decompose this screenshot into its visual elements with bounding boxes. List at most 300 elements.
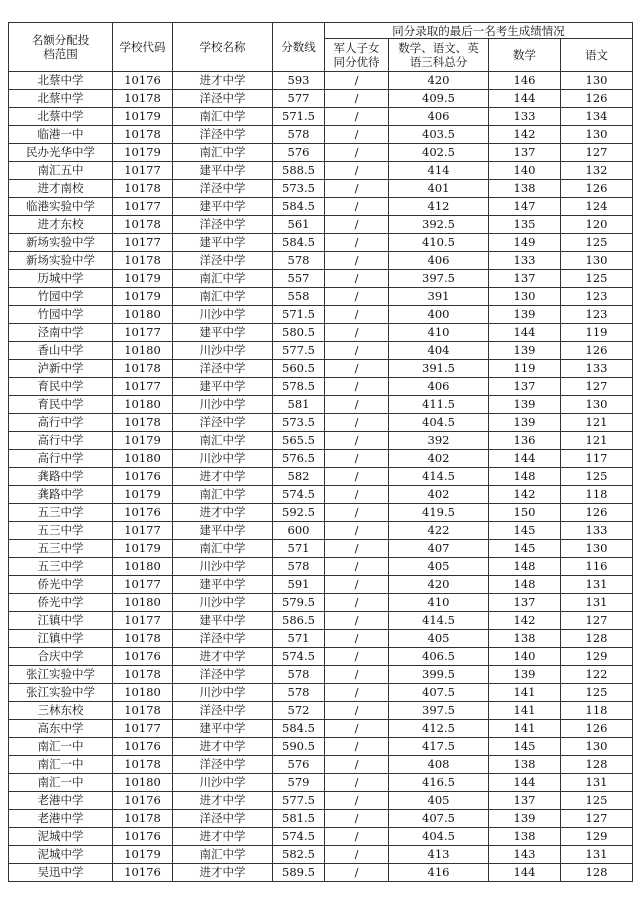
cutoff-cell: 578 — [273, 252, 325, 270]
table-row — [9, 576, 633, 594]
cutoff-cell: 579 — [273, 774, 325, 792]
chinese-cell: 125 — [561, 792, 633, 810]
math-cell: 139 — [489, 342, 561, 360]
school-name-cell: 川沙中学 — [173, 306, 273, 324]
chinese-cell: 123 — [561, 288, 633, 306]
table-row — [9, 648, 633, 666]
math-cell: 150 — [489, 504, 561, 522]
math-cell: 144 — [489, 864, 561, 882]
school-name-cell: 洋泾中学 — [173, 216, 273, 234]
chinese-cell: 122 — [561, 666, 633, 684]
quota-range-cell: 育民中学 — [9, 378, 113, 396]
total-cell: 401 — [389, 180, 489, 198]
table-row — [9, 216, 633, 234]
quota-range-cell: 南汇一中 — [9, 774, 113, 792]
military-cell: / — [325, 846, 389, 864]
quota-range-cell: 泾南中学 — [9, 324, 113, 342]
school-name-cell: 川沙中学 — [173, 396, 273, 414]
cutoff-cell: 574.5 — [273, 648, 325, 666]
military-cell: / — [325, 288, 389, 306]
table-row — [9, 468, 633, 486]
total-cell: 416.5 — [389, 774, 489, 792]
quota-range-cell: 北蔡中学 — [9, 72, 113, 90]
chinese-cell: 123 — [561, 306, 633, 324]
math-cell: 138 — [489, 828, 561, 846]
military-cell: / — [325, 864, 389, 882]
military-cell: / — [325, 684, 389, 702]
school-code-cell: 10180 — [113, 558, 173, 576]
total-cell: 407.5 — [389, 810, 489, 828]
total-cell: 414.5 — [389, 612, 489, 630]
table-row — [9, 270, 633, 288]
math-cell: 144 — [489, 90, 561, 108]
military-cell: / — [325, 558, 389, 576]
chinese-cell: 128 — [561, 756, 633, 774]
cutoff-cell: 593 — [273, 72, 325, 90]
school-code-cell: 10177 — [113, 720, 173, 738]
table-row — [9, 540, 633, 558]
total-cell: 406 — [389, 252, 489, 270]
table-row — [9, 252, 633, 270]
cutoff-cell: 578 — [273, 684, 325, 702]
cutoff-cell: 576.5 — [273, 450, 325, 468]
math-cell: 140 — [489, 648, 561, 666]
school-name-cell: 建平中学 — [173, 324, 273, 342]
math-cell: 141 — [489, 720, 561, 738]
military-cell: / — [325, 810, 389, 828]
military-cell: / — [325, 504, 389, 522]
total-cell: 399.5 — [389, 666, 489, 684]
cutoff-cell: 574.5 — [273, 486, 325, 504]
total-cell: 397.5 — [389, 270, 489, 288]
chinese-cell: 126 — [561, 180, 633, 198]
total-cell: 404.5 — [389, 828, 489, 846]
math-cell: 133 — [489, 108, 561, 126]
table-row — [9, 396, 633, 414]
table-row — [9, 234, 633, 252]
quota-range-cell: 五三中学 — [9, 558, 113, 576]
cutoff-cell: 591 — [273, 576, 325, 594]
school-code-cell: 10178 — [113, 90, 173, 108]
table-row — [9, 288, 633, 306]
cutoff-cell: 577.5 — [273, 792, 325, 810]
school-code-cell: 10179 — [113, 144, 173, 162]
math-cell: 139 — [489, 306, 561, 324]
military-cell: / — [325, 792, 389, 810]
cutoff-cell: 589.5 — [273, 864, 325, 882]
cutoff-cell: 584.5 — [273, 720, 325, 738]
chinese-cell: 126 — [561, 720, 633, 738]
school-code-cell: 10176 — [113, 828, 173, 846]
cutoff-cell: 571.5 — [273, 306, 325, 324]
military-cell: / — [325, 666, 389, 684]
school-name-cell: 川沙中学 — [173, 594, 273, 612]
military-cell: / — [325, 522, 389, 540]
chinese-cell: 130 — [561, 72, 633, 90]
total-cell: 410.5 — [389, 234, 489, 252]
table-row — [9, 504, 633, 522]
math-cell: 137 — [489, 144, 561, 162]
school-name-cell: 南汇中学 — [173, 486, 273, 504]
header-military-priority: 军人子女同分优待 — [325, 39, 389, 72]
school-name-cell: 洋泾中学 — [173, 756, 273, 774]
military-cell: / — [325, 594, 389, 612]
math-cell: 146 — [489, 72, 561, 90]
cutoff-cell: 579.5 — [273, 594, 325, 612]
school-name-cell: 进才中学 — [173, 504, 273, 522]
school-code-cell: 10178 — [113, 702, 173, 720]
military-cell: / — [325, 144, 389, 162]
school-name-cell: 建平中学 — [173, 720, 273, 738]
quota-range-cell: 南汇五中 — [9, 162, 113, 180]
quota-range-cell: 侨光中学 — [9, 576, 113, 594]
quota-range-cell: 老港中学 — [9, 810, 113, 828]
school-name-cell: 洋泾中学 — [173, 360, 273, 378]
school-name-cell: 建平中学 — [173, 162, 273, 180]
school-name-cell: 洋泾中学 — [173, 414, 273, 432]
quota-range-cell: 泥城中学 — [9, 828, 113, 846]
cutoff-cell: 578 — [273, 666, 325, 684]
chinese-cell: 121 — [561, 414, 633, 432]
cutoff-cell: 590.5 — [273, 738, 325, 756]
total-cell: 410 — [389, 324, 489, 342]
total-cell: 412 — [389, 198, 489, 216]
school-name-cell: 建平中学 — [173, 576, 273, 594]
quota-range-cell: 高行中学 — [9, 450, 113, 468]
total-cell: 407.5 — [389, 684, 489, 702]
math-cell: 147 — [489, 198, 561, 216]
total-cell: 402 — [389, 486, 489, 504]
chinese-cell: 131 — [561, 774, 633, 792]
school-code-cell: 10177 — [113, 324, 173, 342]
quota-range-cell: 吴迅中学 — [9, 864, 113, 882]
cutoff-cell: 561 — [273, 216, 325, 234]
cutoff-cell: 584.5 — [273, 234, 325, 252]
total-cell: 410 — [389, 594, 489, 612]
chinese-cell: 124 — [561, 198, 633, 216]
total-cell: 400 — [389, 306, 489, 324]
cutoff-cell: 557 — [273, 270, 325, 288]
quota-range-cell: 老港中学 — [9, 792, 113, 810]
school-code-cell: 10177 — [113, 198, 173, 216]
cutoff-cell: 577.5 — [273, 342, 325, 360]
header-quota-range: 名额分配投档范围 — [9, 23, 113, 72]
quota-range-cell: 竹园中学 — [9, 306, 113, 324]
cutoff-cell: 592.5 — [273, 504, 325, 522]
quota-range-cell: 三林东校 — [9, 702, 113, 720]
total-cell: 413 — [389, 846, 489, 864]
school-code-cell: 10177 — [113, 612, 173, 630]
table-row — [9, 72, 633, 90]
military-cell: / — [325, 414, 389, 432]
chinese-cell: 127 — [561, 144, 633, 162]
math-cell: 143 — [489, 846, 561, 864]
quota-range-cell: 南汇一中 — [9, 756, 113, 774]
quota-range-cell: 江镇中学 — [9, 630, 113, 648]
table-row — [9, 738, 633, 756]
school-name-cell: 进才中学 — [173, 648, 273, 666]
math-cell: 140 — [489, 162, 561, 180]
quota-range-cell: 合庆中学 — [9, 648, 113, 666]
math-cell: 144 — [489, 450, 561, 468]
chinese-cell: 127 — [561, 378, 633, 396]
total-cell: 405 — [389, 558, 489, 576]
quota-range-cell: 泥城中学 — [9, 846, 113, 864]
math-cell: 149 — [489, 234, 561, 252]
table-row — [9, 594, 633, 612]
chinese-cell: 125 — [561, 270, 633, 288]
school-name-cell: 建平中学 — [173, 612, 273, 630]
quota-range-cell: 进才东校 — [9, 216, 113, 234]
total-cell: 407 — [389, 540, 489, 558]
military-cell: / — [325, 774, 389, 792]
military-cell: / — [325, 198, 389, 216]
school-code-cell: 10178 — [113, 666, 173, 684]
military-cell: / — [325, 432, 389, 450]
table-row — [9, 108, 633, 126]
quota-range-cell: 育民中学 — [9, 396, 113, 414]
school-code-cell: 10178 — [113, 810, 173, 828]
military-cell: / — [325, 306, 389, 324]
total-cell: 392.5 — [389, 216, 489, 234]
school-code-cell: 10177 — [113, 576, 173, 594]
chinese-cell: 125 — [561, 684, 633, 702]
school-name-cell: 南汇中学 — [173, 288, 273, 306]
military-cell: / — [325, 378, 389, 396]
header-school-code: 学校代码 — [113, 23, 173, 72]
school-code-cell: 10179 — [113, 288, 173, 306]
table-row — [9, 774, 633, 792]
school-name-cell: 洋泾中学 — [173, 810, 273, 828]
chinese-cell: 130 — [561, 540, 633, 558]
military-cell: / — [325, 540, 389, 558]
chinese-cell: 134 — [561, 108, 633, 126]
table-row — [9, 684, 633, 702]
quota-range-cell: 龚路中学 — [9, 468, 113, 486]
table-row — [9, 828, 633, 846]
table-row — [9, 90, 633, 108]
chinese-cell: 128 — [561, 864, 633, 882]
quota-range-cell: 龚路中学 — [9, 486, 113, 504]
math-cell: 135 — [489, 216, 561, 234]
quota-range-cell: 张江实验中学 — [9, 684, 113, 702]
quota-range-cell: 新场实验中学 — [9, 234, 113, 252]
school-name-cell: 进才中学 — [173, 792, 273, 810]
math-cell: 139 — [489, 666, 561, 684]
cutoff-cell: 573.5 — [273, 180, 325, 198]
chinese-cell: 117 — [561, 450, 633, 468]
school-name-cell: 南汇中学 — [173, 540, 273, 558]
school-name-cell: 洋泾中学 — [173, 126, 273, 144]
quota-range-cell: 五三中学 — [9, 504, 113, 522]
header-math: 数学 — [489, 39, 561, 72]
total-cell: 397.5 — [389, 702, 489, 720]
math-cell: 142 — [489, 126, 561, 144]
chinese-cell: 116 — [561, 558, 633, 576]
cutoff-cell: 571 — [273, 630, 325, 648]
military-cell: / — [325, 450, 389, 468]
chinese-cell: 130 — [561, 396, 633, 414]
total-cell: 402.5 — [389, 144, 489, 162]
chinese-cell: 130 — [561, 126, 633, 144]
cutoff-cell: 588.5 — [273, 162, 325, 180]
school-code-cell: 10177 — [113, 522, 173, 540]
school-code-cell: 10179 — [113, 486, 173, 504]
cutoff-cell: 582.5 — [273, 846, 325, 864]
quota-range-cell: 江镇中学 — [9, 612, 113, 630]
chinese-cell: 126 — [561, 504, 633, 522]
math-cell: 119 — [489, 360, 561, 378]
table-row — [9, 180, 633, 198]
table-row — [9, 162, 633, 180]
chinese-cell: 129 — [561, 828, 633, 846]
total-cell: 403.5 — [389, 126, 489, 144]
military-cell: / — [325, 702, 389, 720]
admission-table — [8, 22, 633, 882]
cutoff-cell: 573.5 — [273, 414, 325, 432]
school-name-cell: 南汇中学 — [173, 144, 273, 162]
school-code-cell: 10177 — [113, 162, 173, 180]
total-cell: 391 — [389, 288, 489, 306]
chinese-cell: 125 — [561, 468, 633, 486]
military-cell: / — [325, 630, 389, 648]
cutoff-cell: 577 — [273, 90, 325, 108]
math-cell: 144 — [489, 324, 561, 342]
chinese-cell: 125 — [561, 234, 633, 252]
school-code-cell: 10176 — [113, 504, 173, 522]
school-code-cell: 10179 — [113, 432, 173, 450]
chinese-cell: 118 — [561, 486, 633, 504]
header-tie-group: 同分录取的最后一名考生成绩情况 — [325, 23, 633, 39]
school-code-cell: 10179 — [113, 108, 173, 126]
school-code-cell: 10179 — [113, 540, 173, 558]
cutoff-cell: 558 — [273, 288, 325, 306]
school-code-cell: 10177 — [113, 378, 173, 396]
school-code-cell: 10176 — [113, 648, 173, 666]
school-name-cell: 建平中学 — [173, 234, 273, 252]
chinese-cell: 130 — [561, 738, 633, 756]
school-code-cell: 10180 — [113, 774, 173, 792]
military-cell: / — [325, 738, 389, 756]
military-cell: / — [325, 270, 389, 288]
table-row — [9, 864, 633, 882]
header-school-name: 学校名称 — [173, 23, 273, 72]
table-row — [9, 414, 633, 432]
chinese-cell: 129 — [561, 648, 633, 666]
math-cell: 138 — [489, 756, 561, 774]
school-name-cell: 建平中学 — [173, 522, 273, 540]
cutoff-cell: 578 — [273, 126, 325, 144]
chinese-cell: 121 — [561, 432, 633, 450]
military-cell: / — [325, 342, 389, 360]
school-name-cell: 进才中学 — [173, 468, 273, 486]
school-code-cell: 10178 — [113, 756, 173, 774]
math-cell: 138 — [489, 180, 561, 198]
total-cell: 406 — [389, 108, 489, 126]
total-cell: 412.5 — [389, 720, 489, 738]
school-name-cell: 洋泾中学 — [173, 180, 273, 198]
table-row — [9, 450, 633, 468]
math-cell: 145 — [489, 522, 561, 540]
school-code-cell: 10176 — [113, 468, 173, 486]
header-three-subject-total: 数学、语文、英语三科总分 — [389, 39, 489, 72]
math-cell: 142 — [489, 486, 561, 504]
military-cell: / — [325, 234, 389, 252]
school-name-cell: 川沙中学 — [173, 450, 273, 468]
school-code-cell: 10176 — [113, 864, 173, 882]
quota-range-cell: 高行中学 — [9, 432, 113, 450]
math-cell: 148 — [489, 468, 561, 486]
total-cell: 422 — [389, 522, 489, 540]
school-code-cell: 10180 — [113, 594, 173, 612]
military-cell: / — [325, 486, 389, 504]
military-cell: / — [325, 162, 389, 180]
table-row — [9, 792, 633, 810]
total-cell: 409.5 — [389, 90, 489, 108]
school-code-cell: 10179 — [113, 846, 173, 864]
total-cell: 414 — [389, 162, 489, 180]
chinese-cell: 126 — [561, 342, 633, 360]
school-code-cell: 10180 — [113, 684, 173, 702]
table-row — [9, 378, 633, 396]
total-cell: 406 — [389, 378, 489, 396]
cutoff-cell: 560.5 — [273, 360, 325, 378]
math-cell: 139 — [489, 396, 561, 414]
chinese-cell: 132 — [561, 162, 633, 180]
table-row — [9, 720, 633, 738]
chinese-cell: 120 — [561, 216, 633, 234]
quota-range-cell: 竹园中学 — [9, 288, 113, 306]
math-cell: 141 — [489, 702, 561, 720]
cutoff-cell: 571.5 — [273, 108, 325, 126]
math-cell: 136 — [489, 432, 561, 450]
table-row — [9, 198, 633, 216]
school-name-cell: 南汇中学 — [173, 270, 273, 288]
table-row — [9, 522, 633, 540]
total-cell: 417.5 — [389, 738, 489, 756]
school-name-cell: 洋泾中学 — [173, 252, 273, 270]
quota-range-cell: 临港实验中学 — [9, 198, 113, 216]
table-header — [9, 23, 633, 72]
quota-range-cell: 北蔡中学 — [9, 90, 113, 108]
school-code-cell: 10180 — [113, 450, 173, 468]
total-cell: 405 — [389, 792, 489, 810]
table-row — [9, 144, 633, 162]
math-cell: 145 — [489, 738, 561, 756]
school-name-cell: 建平中学 — [173, 198, 273, 216]
math-cell: 137 — [489, 378, 561, 396]
table-row — [9, 360, 633, 378]
cutoff-cell: 572 — [273, 702, 325, 720]
math-cell: 137 — [489, 270, 561, 288]
table-row — [9, 612, 633, 630]
school-code-cell: 10179 — [113, 270, 173, 288]
cutoff-cell: 580.5 — [273, 324, 325, 342]
military-cell: / — [325, 648, 389, 666]
school-name-cell: 南汇中学 — [173, 432, 273, 450]
total-cell: 391.5 — [389, 360, 489, 378]
school-code-cell: 10176 — [113, 72, 173, 90]
total-cell: 392 — [389, 432, 489, 450]
table-row — [9, 702, 633, 720]
table-row — [9, 558, 633, 576]
math-cell: 137 — [489, 594, 561, 612]
military-cell: / — [325, 126, 389, 144]
school-name-cell: 进才中学 — [173, 828, 273, 846]
total-cell: 420 — [389, 576, 489, 594]
quota-range-cell: 高东中学 — [9, 720, 113, 738]
quota-range-cell: 香山中学 — [9, 342, 113, 360]
